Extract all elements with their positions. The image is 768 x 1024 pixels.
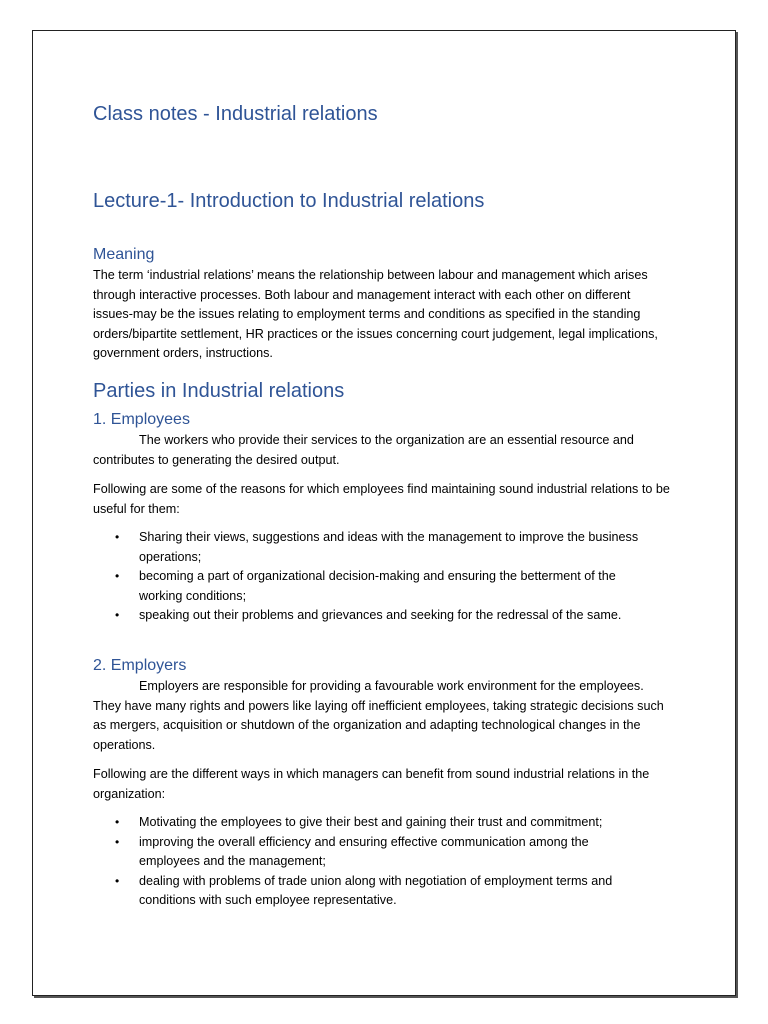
list-item: • improving the overall efficiency and ensuring effective communication among the employees and the management;	[115, 834, 589, 868]
list-item: • dealing with problems of trade union along with negotiation of employment terms and conditions with such employee representative.	[115, 873, 613, 907]
employers-bullet-list	[93, 813, 653, 911]
meaning-paragraph: The term ‘industrial relations’ means the relationship between labour and management which arises through interactive processes. Both labour and management interact with each other on different issues-may be the issues relating to employment terms and conditions as specified in the standing orders/bipartite settlement, HR practices or the issues concerning court judgement, legal implications, government orders, instructions.	[93, 268, 658, 360]
employers-heading: 2. Employers	[93, 657, 187, 674]
employees-intro: The workers who provide their services to the organization are an essential resource and contributes to generating the desired output.	[93, 433, 634, 467]
employers-intro: Employers are responsible for providing a favourable work environment for the employees. They have many rights and powers like laying off inefficient employees, taking strategic decisions such as mergers, acquisition or shutdown of the organization and adapting technological changes in the operations.	[93, 679, 664, 752]
list-item: • Sharing their views, suggestions and ideas with the management to improve the business operations;	[115, 530, 639, 564]
employers-lead: Following are the different ways in which managers can benefit from sound industrial relations in the organization:	[93, 767, 650, 801]
bullet-icon: •	[115, 530, 120, 544]
bullet-icon: •	[115, 569, 120, 583]
bullet-icon: •	[115, 815, 120, 829]
employees-lead: Following are some of the reasons for which employees find maintaining sound industrial relations to be useful for them:	[93, 482, 670, 516]
list-item: • becoming a part of organizational decision-making and ensuring the betterment of the working conditions;	[115, 569, 616, 603]
list-item: • Motivating the employees to give their best and gaining their trust and commitment;	[93, 813, 653, 833]
bullet-icon: •	[115, 834, 120, 849]
parties-heading: Parties in Industrial relations	[93, 380, 345, 402]
employees-heading: 1. Employees	[93, 411, 190, 428]
lecture-heading: Lecture-1- Introduction to Industrial relations	[93, 190, 485, 212]
employees-bullet-list	[93, 528, 653, 626]
meaning-heading: Meaning	[93, 246, 155, 263]
bullet-icon: •	[115, 608, 120, 622]
bullet-icon: •	[115, 873, 120, 888]
document-title: Class notes - Industrial relations	[93, 103, 378, 125]
list-item: • speaking out their problems and grievances and seeking for the redressal of the same.	[93, 606, 653, 626]
